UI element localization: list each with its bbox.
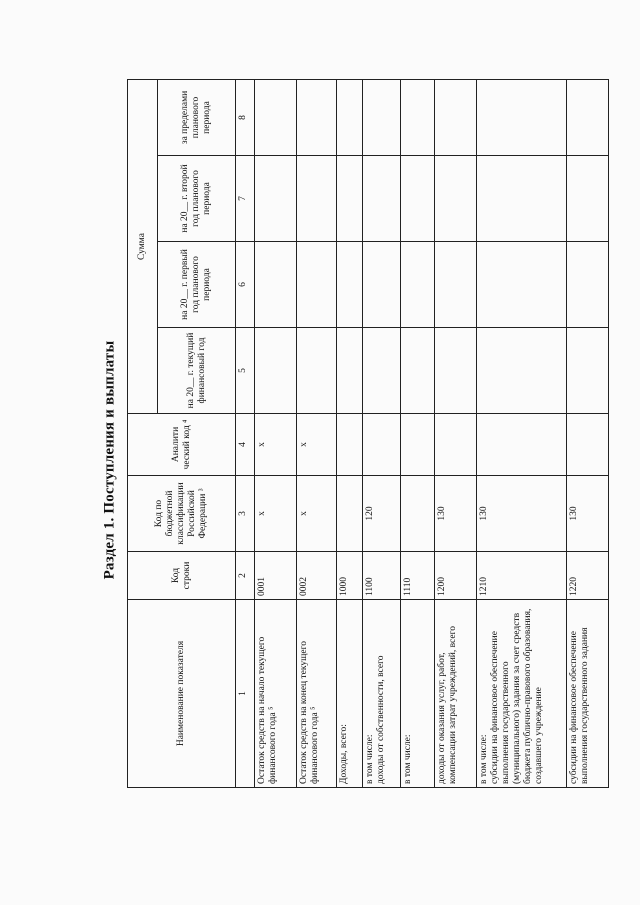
row-code: 1220 [567,552,609,600]
row-code: 0001 [255,552,297,600]
row-analytic-code [337,414,363,476]
row-name: Остаток средств на конец текущего финансового года ⁵ [297,600,337,788]
column-number-row [236,79,255,787]
cell-year-current[interactable] [567,328,609,414]
row-budget-code: 130 [435,476,477,552]
row-name: в том числе: доходы от собственности, всего [363,600,401,788]
cell-year-second[interactable] [435,156,477,242]
column-number: 3 [236,476,255,552]
cell-year-current[interactable] [337,328,363,414]
cell-year-first[interactable] [363,242,401,328]
table-row [435,79,477,787]
cell-year-second[interactable] [255,156,297,242]
table-row [477,79,567,787]
row-budget-code [401,476,435,552]
row-analytic-code: x [297,414,337,476]
cell-year-first[interactable] [567,242,609,328]
table-row [255,79,297,787]
column-number: 7 [236,156,255,242]
cell-year-second[interactable] [401,156,435,242]
row-analytic-code [477,414,567,476]
row-code: 1100 [363,552,401,600]
column-number: 5 [236,328,255,414]
row-analytic-code [401,414,435,476]
header-row-code: Код строки [128,552,236,600]
row-budget-code: 120 [363,476,401,552]
row-analytic-code: x [255,414,297,476]
table-row [363,79,401,787]
cell-year-current[interactable] [363,328,401,414]
table-row [297,79,337,787]
cell-beyond-period[interactable] [363,79,401,155]
cell-beyond-period[interactable] [255,79,297,155]
row-name: Остаток средств на начало текущего финансового года ⁵ [255,600,297,788]
cell-beyond-period[interactable] [477,79,567,155]
table-container [127,80,640,784]
cell-beyond-period[interactable] [297,79,337,155]
row-code: 1000 [337,552,363,600]
row-code: 1210 [477,552,567,600]
row-name: Доходы, всего: [337,600,363,788]
table-body [255,79,609,787]
table-row [567,79,609,787]
header-year-current: на 20__ г. текущий финансовый год [158,328,236,414]
row-budget-code: x [297,476,337,552]
row-name: доходы от оказания услуг, работ, компенсации затрат учреждений, всего [435,600,477,788]
cell-year-current[interactable] [401,328,435,414]
cell-year-first[interactable] [477,242,567,328]
finance-table [127,79,609,788]
row-code: 0002 [297,552,337,600]
header-budget-code: Код по бюджетной классификации Российской Федерации ³ [128,476,236,552]
cell-year-first[interactable] [401,242,435,328]
cell-year-first[interactable] [297,242,337,328]
row-name: в том числе: субсидии на финансовое обеспечение выполнения государственного (муниципального) задания за счет средств бюджета публично-правового образования, создавшего учреждение [477,600,567,788]
cell-year-second[interactable] [567,156,609,242]
cell-year-current[interactable] [477,328,567,414]
cell-year-current[interactable] [435,328,477,414]
table-row [337,79,363,787]
column-number: 6 [236,242,255,328]
section-title-text: Раздел 1. Поступления и выплаты [101,340,118,580]
cell-year-current[interactable] [255,328,297,414]
header-analytic-code: Аналити ческий код ⁴ [128,414,236,476]
cell-year-second[interactable] [477,156,567,242]
cell-year-second[interactable] [297,156,337,242]
row-name: субсидии на финансовое обеспечение выполнения государственного задания [567,600,609,788]
header-year-second: на 20__ г. второй год планового периода [158,156,236,242]
cell-beyond-period[interactable] [337,79,363,155]
cell-year-first[interactable] [435,242,477,328]
column-number: 8 [236,79,255,155]
column-number: 1 [236,600,255,788]
cell-year-current[interactable] [297,328,337,414]
table-row [401,79,435,787]
row-code: 1110 [401,552,435,600]
cell-year-second[interactable] [363,156,401,242]
header-sum: Сумма [128,79,158,413]
header-year-first: на 20__ г. первый год планового периода [158,242,236,328]
column-number: 2 [236,552,255,600]
cell-beyond-period[interactable] [435,79,477,155]
cell-year-first[interactable] [337,242,363,328]
cell-beyond-period[interactable] [401,79,435,155]
cell-year-first[interactable] [255,242,297,328]
table-header [128,79,255,787]
header-indicator: Наименование показателя [128,600,236,788]
header-beyond-period: за пределами планового периода [158,79,236,155]
row-analytic-code [435,414,477,476]
row-budget-code [337,476,363,552]
rotated-table [127,80,619,788]
row-budget-code: 130 [477,476,567,552]
row-analytic-code [363,414,401,476]
row-name: в том числе: [401,600,435,788]
row-code: 1200 [435,552,477,600]
row-analytic-code [567,414,609,476]
cell-beyond-period[interactable] [567,79,609,155]
cell-year-second[interactable] [337,156,363,242]
row-budget-code: x [255,476,297,552]
column-number: 4 [236,414,255,476]
row-budget-code: 130 [567,476,609,552]
